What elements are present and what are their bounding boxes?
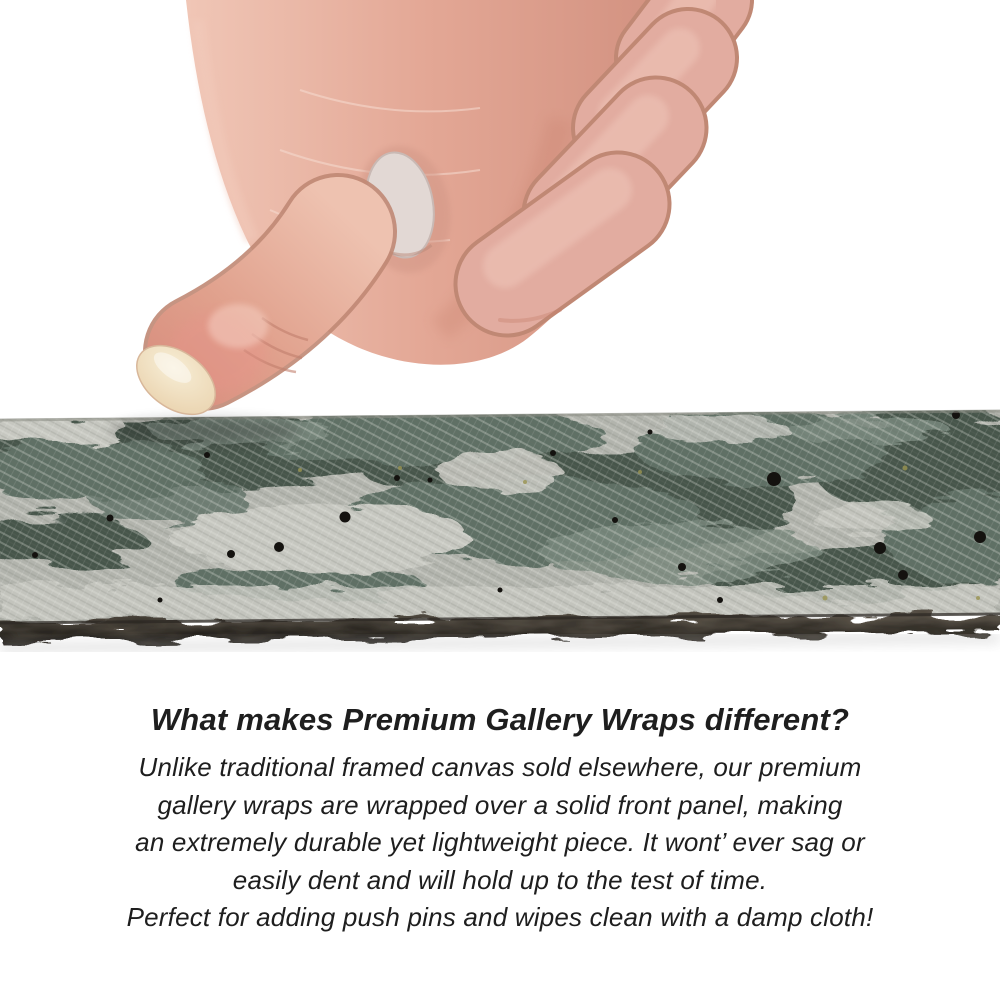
body-line-5: Perfect for adding push pins and wipes clean with a damp cloth!	[126, 902, 874, 932]
body-line-3: an extremely durable yet lightweight piece. It wont’ ever sag or	[135, 827, 865, 857]
body-line-4: easily dent and will hold up to the test of time.	[232, 864, 768, 895]
marketing-text-block	[0, 700, 1000, 937]
hand-photo	[124, 0, 706, 429]
thumb	[124, 232, 338, 429]
thumb-shadow	[110, 418, 300, 444]
body-line-2: gallery wraps are wrapped over a solid front panel, making	[157, 789, 843, 820]
section-heading: What makes Premium Gallery Wraps different?	[150, 702, 850, 737]
body-line-1: Unlike traditional framed canvas sold elsewhere, our premium	[138, 752, 862, 782]
